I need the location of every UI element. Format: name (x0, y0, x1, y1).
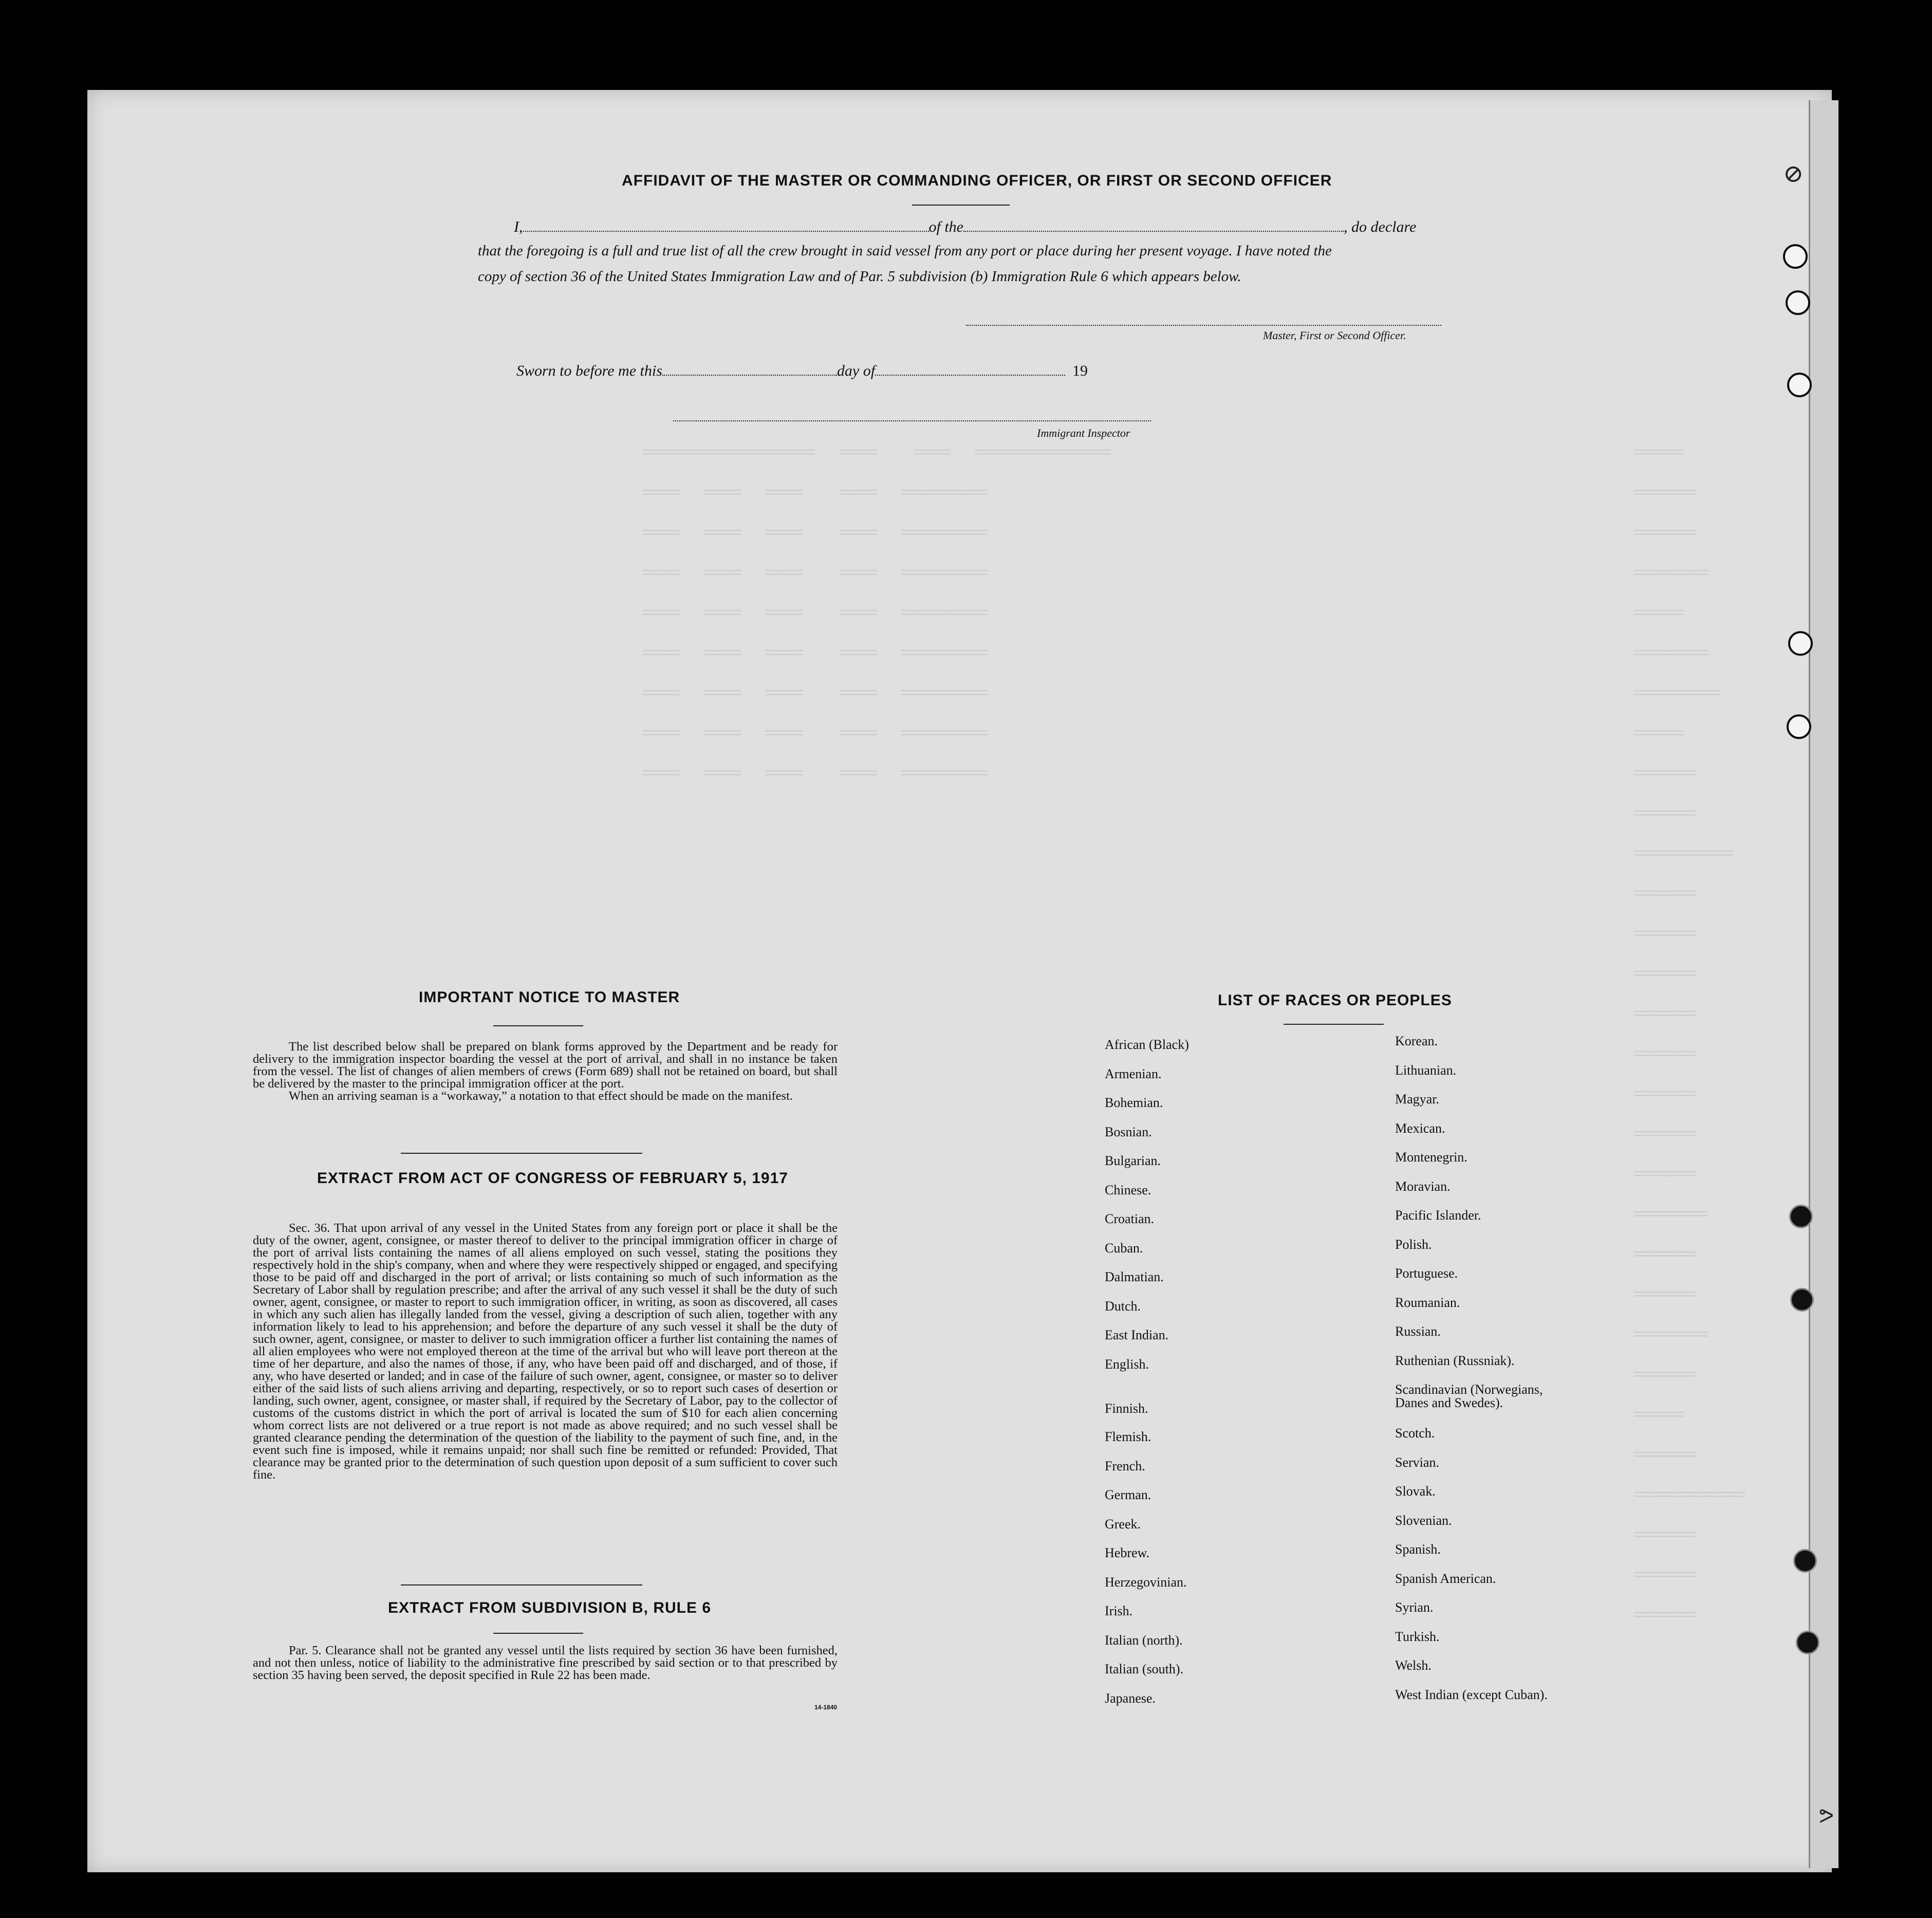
day-of-label: day of (837, 362, 876, 379)
race-item: Spanish. (1395, 1542, 1441, 1557)
race-item: East Indian. (1105, 1327, 1169, 1342)
master-signature-label: Master, First or Second Officer. (1263, 329, 1406, 342)
race-item: Roumanian. (1395, 1295, 1460, 1310)
races-title: LIST OF RACES OR PEOPLES (1218, 992, 1452, 1009)
race-item: Pacific Islander. (1395, 1208, 1481, 1223)
sworn-line (516, 362, 1088, 380)
master-signature-line[interactable] (966, 325, 1441, 326)
rule-extract-title: EXTRACT FROM SUBDIVISION B, RULE 6 (388, 1599, 712, 1616)
race-item: Hebrew. (1105, 1545, 1150, 1560)
sworn-label: Sworn to before me this (516, 362, 662, 379)
declare-label: , do declare (1344, 218, 1417, 235)
race-item: African (Black) (1105, 1037, 1189, 1052)
race-item: Italian (south). (1105, 1662, 1184, 1676)
pencil-mark: ᕗ (1819, 1804, 1834, 1828)
affidavit-line-1 (514, 218, 1416, 236)
race-item: Korean. (1395, 1034, 1438, 1048)
divider (401, 1584, 642, 1585)
vessel-label: of the (928, 218, 963, 235)
declarant-label: I, (514, 218, 523, 235)
race-item: Slovenian. (1395, 1513, 1452, 1528)
race-item: Lithuanian. (1395, 1062, 1457, 1078)
divider (493, 1025, 583, 1026)
bleed-through: ══════════════ ═══ ═══ ═══════════ ═══ ═══ ═══ ═══ ═══════ ═══ ═══ ═══ ═══ ═══════ ═══ ═══ ═══ ═══ ═══════ ═══ ═══ ═══ ═══ ═══════ ═══ ═══ ═══ ═══ ═══════ ═══ ═══ ═══ ═══ ═══════ ═══ ═══ ═══ ═══ ═══════ ═══ ═══ ═══ ═══ ═══════ (642, 442, 1111, 786)
race-item: Bulgarian. (1105, 1153, 1161, 1168)
punch-hole (1796, 1631, 1819, 1654)
races-list-right (1395, 1035, 1548, 1717)
race-item: West Indian (except Cuban). (1395, 1687, 1548, 1702)
bleed-through: ════ ═════ ═════ ══════ ════ ══════ ═══════ ════ ═════ ═════ ════════ ═════ ═════ ═════ ═════ ═════ ═════ ═════ ═════ ══════ ═════ ═════ ══════ ═════ ════ ═════ ═════════ ═════ ═════ ═════ (1634, 442, 1745, 1628)
punch-hole (1793, 1549, 1817, 1573)
vessel-name-field[interactable] (963, 231, 1344, 232)
race-item: Bohemian. (1105, 1095, 1163, 1110)
race-item: Greek. (1105, 1516, 1141, 1532)
race-item: Syrian. (1395, 1600, 1434, 1615)
divider (1284, 1024, 1384, 1025)
act-extract-text: Sec. 36. That upon arrival of any vessel in the United States from any foreign port or place it shall be the duty of the owner, agent, consignee, or master thereof to deliver to the principal immigration officer in charge of the port of arrival lists containing the names of all aliens employed on such vessel, stating the positions they respectively hold in the ship's company, when and where they were respectively shipped or engaged, and specifying those to be paid off and discharged in the port of arrival; or lists containing so much of such information as the Secretary of Labor shall by regulation prescribe; and after the arrival of any such vessel it shall be the duty of such owner, agent, consignee, or master to report to such immigration officer, in writing, as soon as discovered, all cases in which any such alien has illegally landed from the vessel, giving a description of such alien, together with any information likely to lead to his apprehension; and before the departure of any such vessel it shall be the duty of such owner, agent, consignee, or master to deliver to such immigration officer a further list containing the names of all alien employees who were not employed thereon at the time of the arrival but who will leave port thereon at the time of her departure, and also the names of those, if any, who have been paid off and discharged, and of those, if any, who have deserted or landed; and in case of the failure of such owner, agent, consignee, or master so to deliver either of the said lists of such aliens arriving and departing, respectively, or so to report such cases of desertion or landing, such owner, agent, consignee, or master shall, if required by the Secretary of Labor, pay to the collector of customs of the customs district in which the port of arrival is located the sum of $10 for each alien concerning whom correct lists are not delivered or a true report is not made as above required; and no such vessel shall be granted clearance pending the determination of the question of the liability to the payment of such fine, and, in the event such fine is imposed, while it remains unpaid; nor shall such fine be remitted or refunded: Provided, That clearance may be granted prior to the determination of such question upon deposit of a sum sufficient to cover such fine. (253, 1221, 838, 1482)
race-item: Scandinavian (Norwegians, Danes and Swedes). (1395, 1382, 1543, 1410)
affidavit-line-3: copy of section 36 of the United States Immigration Law and of Par. 5 subdivision (b) Immigration Rule 6 which appears below. (478, 268, 1241, 285)
punch-hole (1788, 631, 1813, 656)
divider (493, 1633, 583, 1634)
divider (401, 1153, 642, 1154)
race-item: Polish. (1395, 1237, 1432, 1252)
race-item: Slovak. (1395, 1484, 1436, 1499)
race-item: Welsh. (1395, 1658, 1432, 1673)
race-item: Bosnian. (1105, 1124, 1152, 1139)
punch-hole (1787, 373, 1812, 397)
race-item: Ruthenian (Russniak). (1395, 1353, 1515, 1368)
notice-title: IMPORTANT NOTICE TO MASTER (419, 989, 680, 1006)
affidavit-title: AFFIDAVIT OF THE MASTER OR COMMANDING OFFICER, OR FIRST OR SECOND OFFICER (622, 172, 1332, 189)
race-item: Herzegovinian. (1105, 1574, 1187, 1590)
punch-hole (1790, 1288, 1814, 1312)
race-item: Moravian. (1395, 1178, 1451, 1194)
race-item: Irish. (1105, 1603, 1133, 1618)
race-item: Magyar. (1395, 1092, 1439, 1106)
pencil-mark: ⊘ (1783, 160, 1804, 188)
race-item: Montenegrin. (1395, 1150, 1467, 1165)
sworn-day-field[interactable] (662, 375, 837, 376)
inspector-signature-line[interactable] (673, 420, 1151, 421)
sworn-month-field[interactable] (875, 375, 1065, 376)
form-page (87, 90, 1832, 1872)
race-item: Portuguese. (1395, 1266, 1458, 1281)
punch-hole (1789, 1205, 1813, 1228)
punch-hole (1783, 244, 1808, 269)
affidavit-line-2: that the foregoing is a full and true list of all the crew brought in said vessel from any port or place during her present voyage. I have noted the (478, 243, 1332, 259)
punch-hole (1786, 290, 1810, 315)
race-item: Cuban. (1105, 1240, 1143, 1256)
race-item: Turkish. (1395, 1629, 1440, 1644)
race-item: Japanese. (1105, 1690, 1156, 1706)
divider (912, 205, 1010, 206)
race-item: Dalmatian. (1105, 1269, 1164, 1284)
race-item: Finnish. (1105, 1401, 1148, 1416)
race-item: Spanish American. (1395, 1571, 1496, 1586)
notice-paragraph: When an arriving seaman is a “workaway,” a notation to that effect should be made on the manifest. (289, 1089, 793, 1103)
year-prefix: 19 (1072, 362, 1088, 379)
race-item: Mexican. (1395, 1120, 1445, 1136)
notice-paragraph: The list described below shall be prepared on blank forms approved by the Department and be ready for delivery to the immigration inspector boarding the vessel at the port of arrival, and shall in no instance be taken from the vessel. The list of changes of alien members of crews (Form 689) shall not be retained on board, but shall be delivered by the master to the principal immigration officer at the port. (253, 1040, 838, 1091)
race-item: Dutch. (1105, 1298, 1141, 1314)
act-extract-title: EXTRACT FROM ACT OF CONGRESS OF FEBRUARY 5, 1917 (317, 1170, 788, 1187)
declarant-name-field[interactable] (523, 231, 929, 232)
race-item: German. (1105, 1487, 1151, 1502)
race-item: English. (1105, 1356, 1149, 1372)
race-item: Scotch. (1395, 1426, 1435, 1441)
race-item: Chinese. (1105, 1182, 1151, 1197)
race-item: Italian (north). (1105, 1632, 1183, 1648)
races-list-left (1105, 1038, 1189, 1721)
rule-extract-text: Par. 5. Clearance shall not be granted any vessel until the lists required by section 36 have been furnished, and not then unless, notice of liability to the administrative fine prescribed by said section or to that prescribed by section 35 having been served, the deposit specified in Rule 22 has been made. (253, 1644, 838, 1682)
race-item: French. (1105, 1458, 1145, 1473)
race-item: Croatian. (1105, 1211, 1155, 1226)
race-item: Servian. (1395, 1454, 1439, 1470)
form-number: 14-1840 (814, 1704, 838, 1711)
page-edge (1809, 100, 1838, 1868)
race-item: Flemish. (1105, 1429, 1151, 1444)
inspector-signature-label: Immigrant Inspector (1037, 427, 1130, 439)
race-item: Russian. (1395, 1324, 1441, 1339)
notice-text (253, 1041, 838, 1102)
race-item: Armenian. (1105, 1066, 1162, 1081)
punch-hole (1787, 714, 1811, 739)
